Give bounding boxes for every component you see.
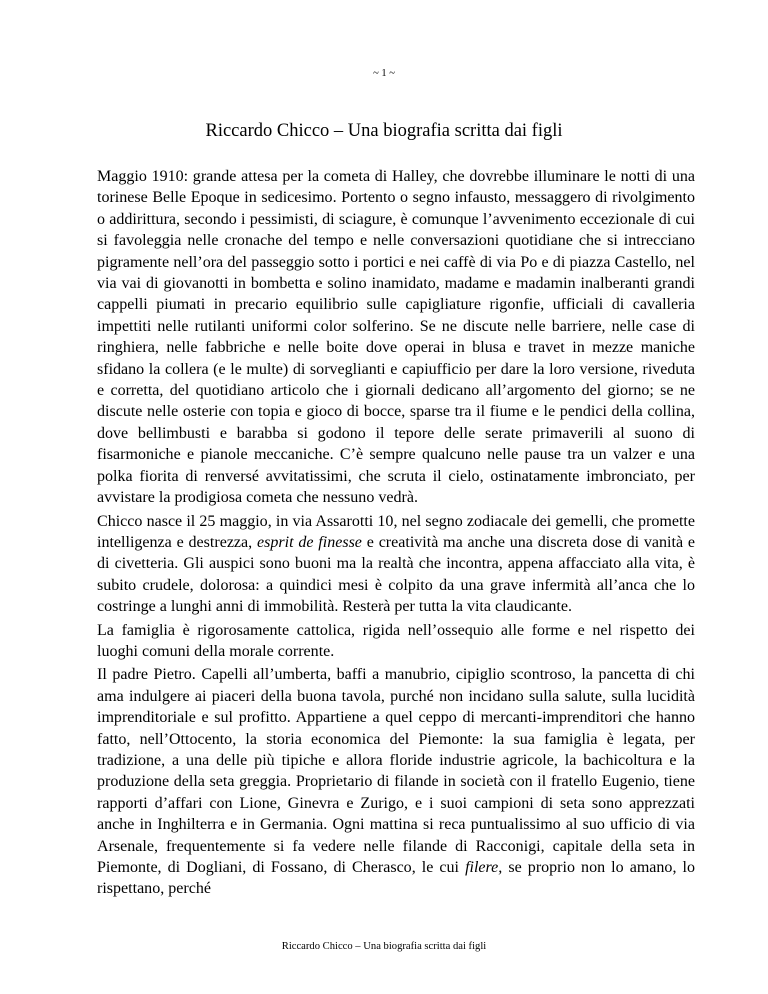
document-body	[97, 166, 695, 900]
page-footer: Riccardo Chicco – Una biografia scritta dai figli	[281, 941, 487, 952]
paragraph-text: Chicco nasce il 25 maggio, in via Assarotti 10, nel segno zodiacale dei gemelli, che promette intelligenza e destrezza,	[97, 512, 695, 551]
italic-phrase: filere,	[465, 859, 503, 876]
paragraph-text: se proprio non lo amano, lo rispettano, perché	[97, 859, 695, 898]
paragraph-text: Il padre Pietro. Capelli all’umberta, baffi a manubrio, cipiglio scontroso, la pancetta di chi ama indulgere ai piaceri della buona tavola, purché non incidano sulla salute, sulla lucidità imprenditoriale e sul profitto. Appartiene a quel ceppo di mercanti-imprenditori che hanno fatto, nell’Ottocento, la storia economica del Piemonte: la sua famiglia è legata, per tradizione, a una delle più tipiche e allora floride industrie agricole, la bachicoltura e la produzione della seta greggia. Proprietario di filande in società con il fratello Eugenio, tiene rapporti d’affari con Lione, Ginevra e Zurigo, e i suoi campioni di seta sono apprezzati anche in Inghilterra e in Germania. Ogni mattina si reca puntualissimo al suo ufficio di via Arsenale, frequentemente si fa vedere nelle filande di Racconigi, capitale della seta in Piemonte, di Dogliani, di Fossano, di Cherasco, le cui	[97, 666, 695, 876]
paragraph-text: La famiglia è rigorosamente cattolica, rigida nell’ossequio alle forme e nel rispetto dei luoghi comuni della morale corrente.	[97, 621, 695, 660]
italic-phrase: esprit de finesse	[257, 533, 362, 551]
paragraph	[97, 620, 695, 663]
paragraph	[97, 664, 695, 899]
paragraph	[97, 166, 695, 509]
paragraph	[97, 511, 695, 618]
paragraph-text: Maggio 1910: grande attesa per la cometa di Halley, che dovrebbe illuminare le notti di una torinese Belle Epoque in sedicesimo. Portento o segno infausto, messaggero di rivolgimento o addirittura, secondo i pessimisti, di sciagure, è comunque l’avvenimento eccezionale di cui si favoleggia nelle cronache del tempo e nelle conversazioni quotidiane che si intrecciano pigramente nell’ora del passeggio sotto i portici e nei caffè di via Po e di piazza Castello, nel via vai di giovanotti in bombetta e solino inamidato, madame e madamin inalberanti grandi cappelli piumati in precario equilibrio sulle capigliature rigonfie, ufficiali di cavalleria impettiti nelle rutilanti uniformi color solferino. Se ne discute nelle barriere, nelle case di ringhiera, nelle fabbriche e nelle boite dove operai in blusa e travet in mezze maniche sfidano la collera (e le multe) di sorveglianti e capiufficio per dare la loro versione, riveduta e corretta, del quotidiano articolo che i giornali dedicano all’argomento del giorno; se ne discute nelle osterie con topia e gioco di bocce, sparse tra il fiume e le pendici della collina, dove bellimbusti e barabba si godono il tepore delle serate primaverili al suono di fisarmoniche e pianole meccaniche. C’è sempre qualcuno nelle pause tra un valzer e una polka fiorita di renversé avvitatissimi, che scruta il cielo, ostinatamente imbronciato, per avvistare la prodigiosa cometa che nessuno vedrà.	[97, 168, 695, 507]
paragraph-text: e creatività ma anche una discreta dose di vanità e di civetteria. Gli auspici sono buoni ma la realtà che incontra, appena affacciato alla vita, è subito crudele, dolorosa: a quindici mesi è colpito da una grave infermità all’anca che lo costringe a lunghi anni di immobilità. Resterà per tutta la vita claudicante.	[97, 533, 695, 616]
page-number: ~ 1 ~	[373, 68, 395, 79]
document-title: Riccardo Chicco – Una biografia scritta dai figli	[205, 121, 563, 141]
